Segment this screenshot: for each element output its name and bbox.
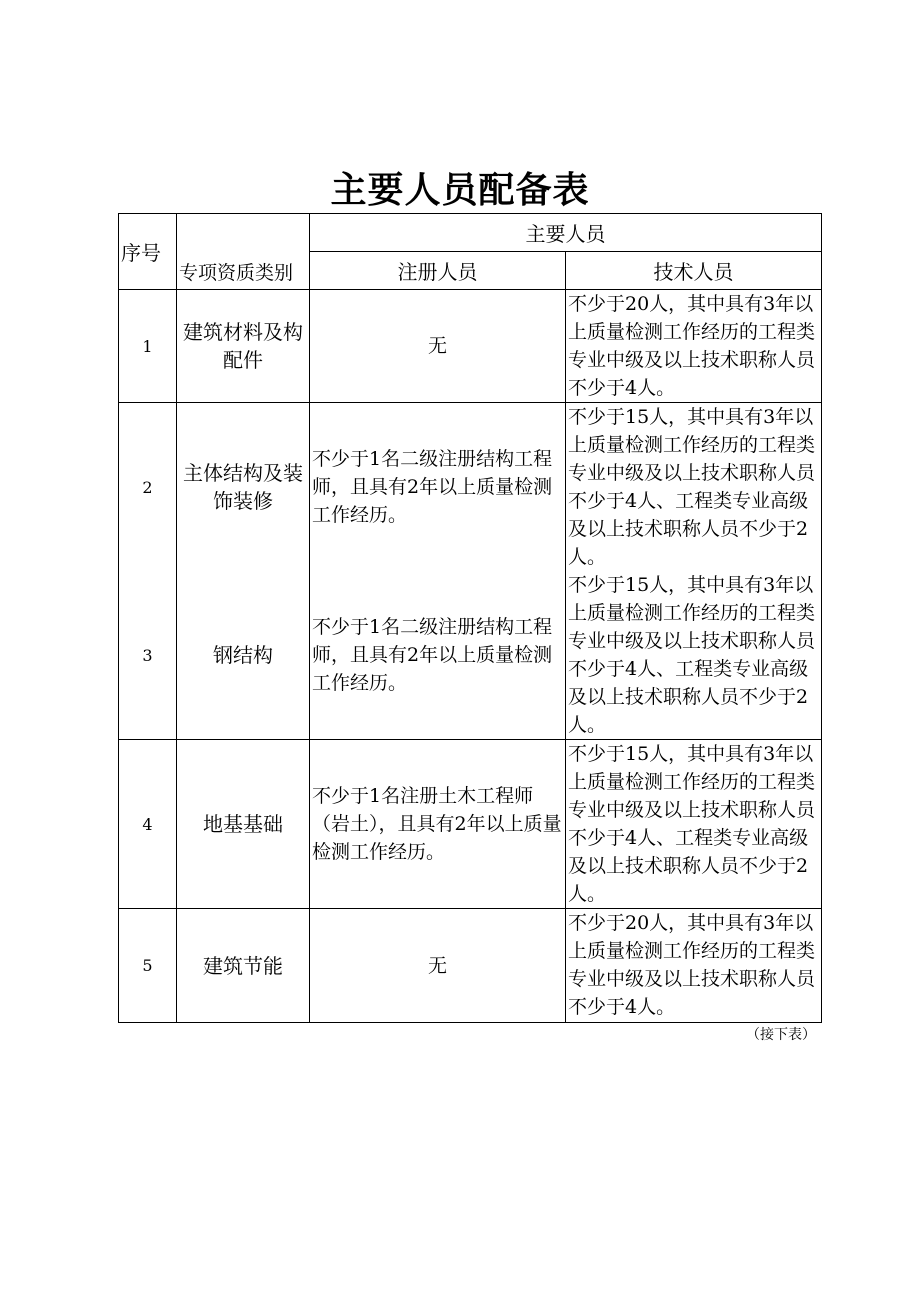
header-main-staff: 主要人员 (310, 214, 822, 252)
table-row (119, 571, 822, 740)
row-category: 建筑材料及构配件 (177, 290, 310, 403)
row-category: 建筑节能 (177, 909, 310, 1023)
row-category: 主体结构及装饰装修 (177, 403, 310, 572)
page-title: 主要人员配备表 (330, 170, 590, 211)
row-technical: 不少于15人，其中具有3年以上质量检测工作经历的工程类专业中级及以上技术职称人员不少于4人、工程类专业高级及以上技术职称人员不少于2人。 (566, 571, 822, 740)
row-category: 地基基础 (177, 740, 310, 909)
header-seq: 序号 (119, 214, 177, 290)
row-category: 钢结构 (177, 571, 310, 740)
row-technical: 不少于20人，其中具有3年以上质量检测工作经历的工程类专业中级及以上技术职称人员不少于4人。 (566, 290, 822, 403)
table-row (119, 740, 822, 909)
header-registered: 注册人员 (310, 252, 566, 290)
row-technical: 不少于15人，其中具有3年以上质量检测工作经历的工程类专业中级及以上技术职称人员不少于4人、工程类专业高级及以上技术职称人员不少于2人。 (566, 740, 822, 909)
row-registered: 无 (310, 909, 566, 1023)
row-seq: 3 (119, 571, 177, 740)
header-technical: 技术人员 (566, 252, 822, 290)
row-registered: 不少于1名二级注册结构工程师，且具有2年以上质量检测工作经历。 (310, 571, 566, 740)
row-technical: 不少于15人，其中具有3年以上质量检测工作经历的工程类专业中级及以上技术职称人员不少于4人、工程类专业高级及以上技术职称人员不少于2人。 (566, 403, 822, 572)
staffing-table (118, 213, 822, 1023)
row-technical: 不少于20人，其中具有3年以上质量检测工作经历的工程类专业中级及以上技术职称人员不少于4人。 (566, 909, 822, 1023)
row-seq: 4 (119, 740, 177, 909)
table-row (119, 403, 822, 572)
row-registered: 无 (310, 290, 566, 403)
table-row (119, 909, 822, 1023)
header-category: 专项资质类别 (177, 214, 310, 290)
row-registered: 不少于1名二级注册结构工程师，且具有2年以上质量检测工作经历。 (310, 403, 566, 572)
row-seq: 2 (119, 403, 177, 572)
row-seq: 5 (119, 909, 177, 1023)
row-registered: 不少于1名注册土木工程师（岩土），且具有2年以上质量检测工作经历。 (310, 740, 566, 909)
table-row (119, 290, 822, 403)
continued-note: （接下表） (746, 1027, 816, 1043)
row-seq: 1 (119, 290, 177, 403)
